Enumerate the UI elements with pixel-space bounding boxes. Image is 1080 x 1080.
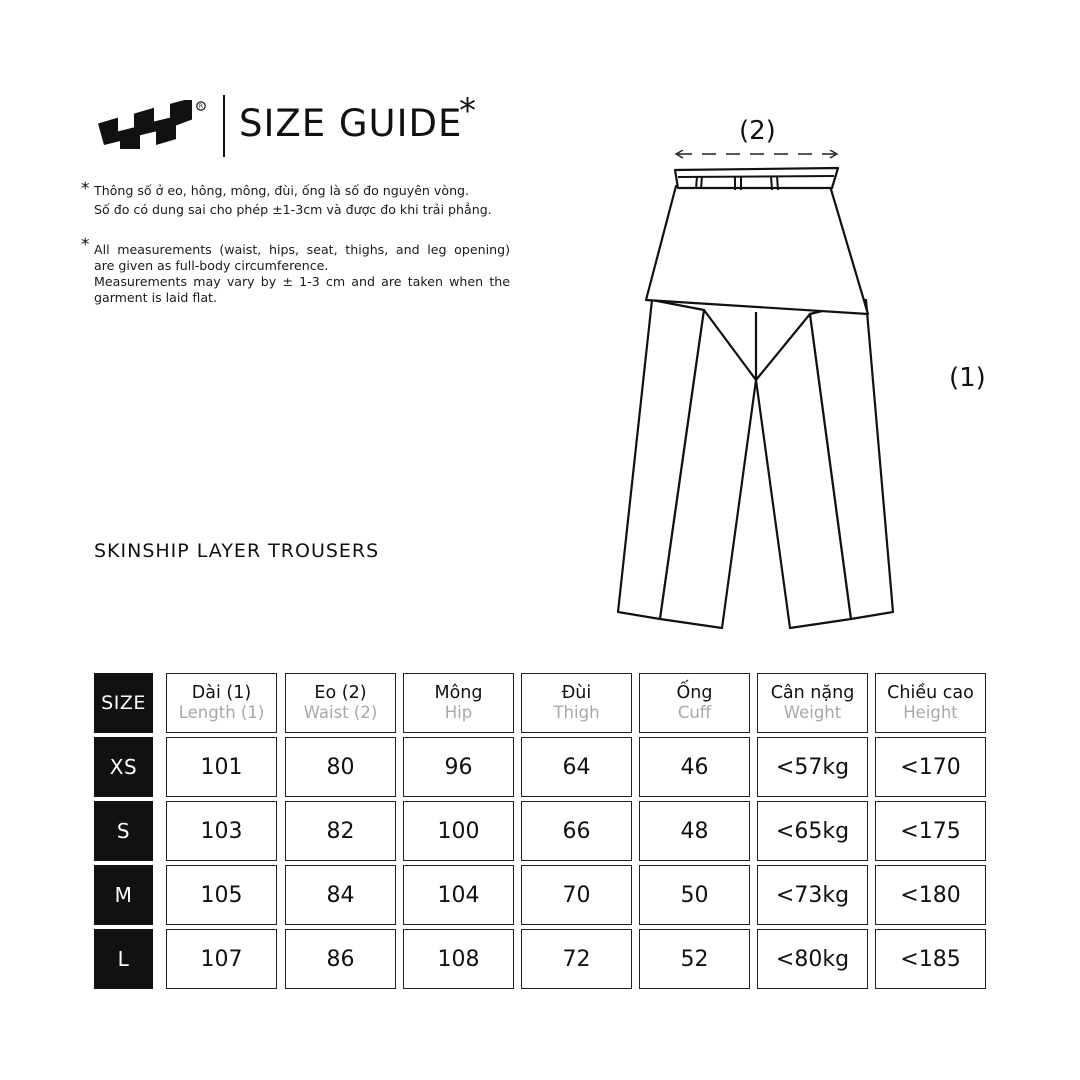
table-cell: 84 (285, 865, 396, 925)
table-cell: 107 (166, 929, 277, 989)
table-cell: 52 (639, 929, 750, 989)
header-divider (223, 95, 225, 157)
table-cell: 104 (403, 865, 514, 925)
size-column-header: SIZE (94, 673, 153, 733)
table-cell: 100 (403, 801, 514, 861)
table-cell: 70 (521, 865, 632, 925)
table-cell: 101 (166, 737, 277, 797)
table-cell: <65kg (757, 801, 868, 861)
column-header-en: Thigh (553, 703, 600, 722)
page-title: SIZE GUIDE (239, 102, 463, 145)
brand-logo-icon (96, 100, 208, 152)
column-header-cuff (639, 673, 750, 733)
table-cell: 72 (521, 929, 632, 989)
column-header-thigh (521, 673, 632, 733)
table-cell: <180 (875, 865, 986, 925)
table-cell: <185 (875, 929, 986, 989)
column-header-vi: Cân nặng (770, 683, 855, 703)
table-cell: 80 (285, 737, 396, 797)
table-cell: 48 (639, 801, 750, 861)
size-label-s: S (94, 801, 153, 861)
table-cell: 103 (166, 801, 277, 861)
column-header-vi: Chiều cao (887, 683, 974, 703)
column-header-vi: Eo (2) (314, 683, 367, 703)
table-cell: 96 (403, 737, 514, 797)
note-vi-line2: Số đo có dung sai cho phép ±1-3cm và được đo khi trải phẳng. (94, 202, 492, 217)
table-cell: <80kg (757, 929, 868, 989)
column-header-height (875, 673, 986, 733)
column-header-length (166, 673, 277, 733)
note-en-line3: Measurements may vary by ± 1-3 cm and are taken when the (94, 274, 510, 289)
size-label-m: M (94, 865, 153, 925)
column-header-vi: Dài (1) (191, 683, 252, 703)
size-label-l: L (94, 929, 153, 989)
column-header-en: Height (903, 703, 958, 722)
column-header-vi: Ống (676, 683, 713, 703)
note-en (94, 242, 510, 306)
note-vi-asterisk: * (81, 179, 90, 199)
table-cell: 82 (285, 801, 396, 861)
table-cell: 64 (521, 737, 632, 797)
table-cell: <57kg (757, 737, 868, 797)
note-en-line1: All measurements (waist, hips, seat, thighs, and leg opening) (94, 242, 510, 257)
column-header-en: Length (1) (178, 703, 265, 722)
product-name: SKINSHIP LAYER TROUSERS (94, 540, 380, 562)
size-label-xs: XS (94, 737, 153, 797)
svg-text:R: R (198, 103, 204, 111)
column-header-hip (403, 673, 514, 733)
title-asterisk: * (459, 91, 476, 131)
note-vi-line1: Thông số ở eo, hông, mông, đùi, ống là số đo nguyên vòng. (94, 183, 470, 198)
table-cell: 86 (285, 929, 396, 989)
note-en-line4: garment is laid flat. (94, 290, 217, 305)
column-header-vi: Mông (434, 683, 483, 703)
column-header-en: Cuff (677, 703, 712, 722)
table-cell: 46 (639, 737, 750, 797)
column-header-en: Waist (2) (303, 703, 378, 722)
table-cell: 50 (639, 865, 750, 925)
column-header-weight (757, 673, 868, 733)
column-header-vi: Đùi (561, 683, 592, 703)
length-measure-label: (1) (949, 363, 986, 393)
table-cell: 105 (166, 865, 277, 925)
trousers-diagram (600, 150, 920, 640)
column-header-waist (285, 673, 396, 733)
table-cell: 66 (521, 801, 632, 861)
note-en-asterisk: * (81, 235, 90, 255)
column-header-en: Hip (444, 703, 473, 722)
table-cell: 108 (403, 929, 514, 989)
table-cell: <73kg (757, 865, 868, 925)
waist-measure-label: (2) (739, 116, 776, 146)
column-header-en: Weight (783, 703, 842, 722)
table-cell: <170 (875, 737, 986, 797)
note-en-line2: are given as full-body circumference. (94, 258, 329, 273)
waist-arrow-icon (676, 150, 837, 158)
table-cell: <175 (875, 801, 986, 861)
